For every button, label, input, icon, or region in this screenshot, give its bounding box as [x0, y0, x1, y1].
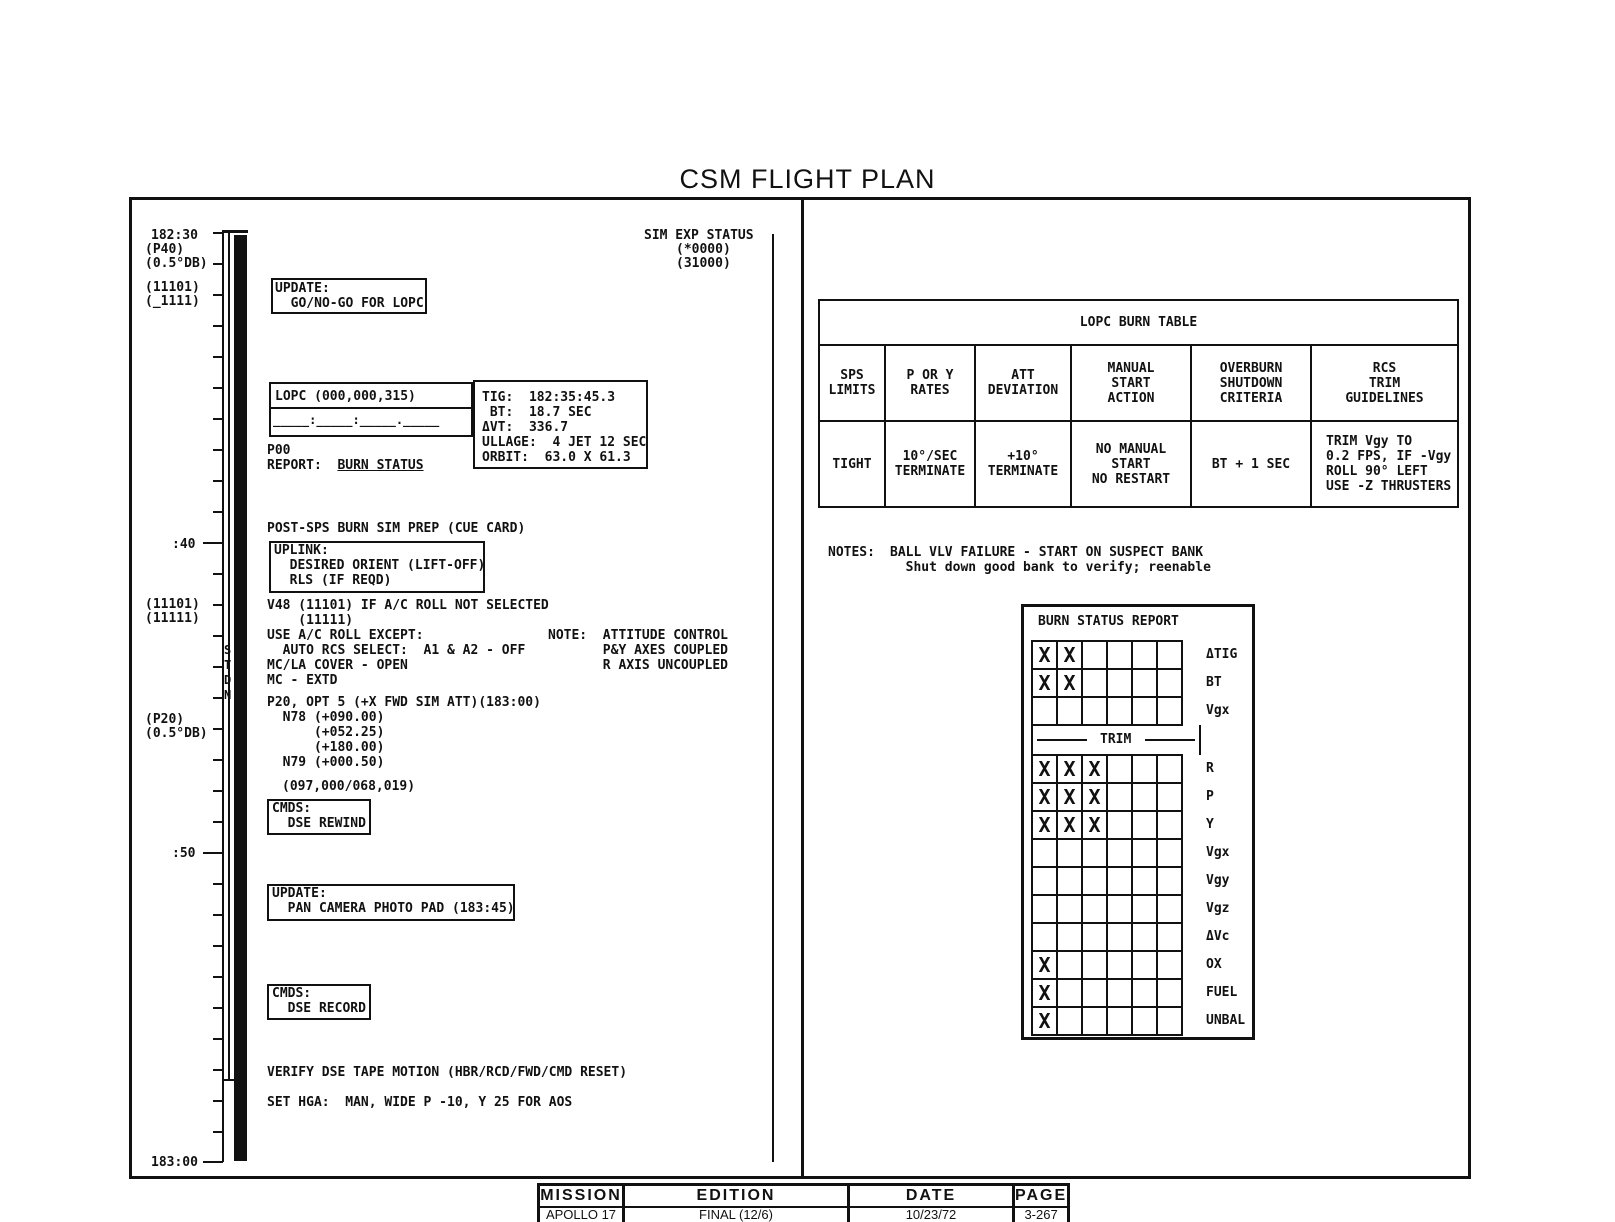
cmds-label: CMDS:: [272, 801, 312, 816]
cmds-label: CMDS:: [272, 986, 312, 1001]
trim-label: TRIM: [1100, 732, 1132, 747]
set-hga-line: SET HGA: MAN, WIDE P -10, Y 25 FOR AOS: [267, 1095, 573, 1110]
tick: [213, 232, 223, 234]
lopc-blank-field: _____:_____:_____._____: [273, 413, 440, 427]
p20-label: (P20): [145, 712, 185, 727]
burn-status-cell: [1132, 923, 1157, 951]
station-letter: D: [224, 673, 232, 687]
burn-status-cell: X: [1082, 783, 1107, 811]
switch-code: (11111): [145, 611, 200, 626]
burn-status-title: BURN STATUS REPORT: [1038, 614, 1179, 629]
trim-divider: [1031, 725, 1201, 755]
sim-exp-status-label: SIM EXP STATUS: [644, 228, 754, 243]
lopc-burn-table: [818, 299, 1459, 508]
report-value: BURN STATUS: [337, 458, 424, 473]
burn-status-cell: [1132, 895, 1157, 923]
time-182-30: 182:30: [151, 228, 198, 243]
p20-line: N79 (+000.50): [267, 755, 385, 770]
tick: [213, 1038, 223, 1040]
lopc-row-cell: TRIM Vgy TO 0.2 FPS, IF -Vgy ROLL 90° LEFT USE -Z THRUSTERS: [1311, 421, 1458, 507]
tick: [213, 356, 223, 358]
burn-status-cell: [1157, 669, 1182, 697]
tick: [213, 511, 223, 513]
v48-line: V48 (11101) IF A/C ROLL NOT SELECTED: [267, 598, 549, 613]
lopc-row-cell: NO MANUAL START NO RESTART: [1071, 421, 1191, 507]
burn-status-cell: [1082, 923, 1107, 951]
station-letter: T: [224, 658, 232, 672]
lopc-row-cell: TIGHT: [819, 421, 885, 507]
update-label: UPDATE:: [272, 886, 327, 901]
burn-status-row: [1032, 697, 1182, 725]
burn-status-row-label: R: [1206, 761, 1214, 776]
uplink-item: RLS (IF REQD): [274, 573, 392, 588]
v48-line: (11111): [267, 613, 354, 628]
burn-status-cell: [1082, 839, 1107, 867]
cmds-item: DSE RECORD: [272, 1001, 366, 1016]
sim-exp-bar: [772, 234, 774, 1162]
burn-status-row-label: OX: [1206, 957, 1222, 972]
burn-status-cell: [1082, 951, 1107, 979]
update-item: GO/NO-GO FOR LOPC: [275, 296, 424, 311]
p20-line: P20, OPT 5 (+X FWD SIM ATT)(183:00): [267, 695, 541, 710]
burn-status-row: [1032, 951, 1182, 979]
burn-status-cell: [1157, 951, 1182, 979]
burn-status-row-label: BT: [1206, 675, 1222, 690]
trim-rule-left: [1037, 739, 1087, 741]
footer-header-page: PAGE: [1014, 1185, 1069, 1208]
column-divider: [801, 197, 804, 1179]
lopc-header-cell: P OR Y RATES: [885, 345, 975, 421]
lopc-orbit: ORBIT: 63.0 X 61.3: [482, 450, 631, 465]
burn-status-row-label: Y: [1206, 817, 1214, 832]
tick: [213, 790, 223, 792]
footer-page: 3-267: [1014, 1207, 1069, 1222]
burn-status-row: [1032, 641, 1182, 669]
uplink-label: UPLINK:: [274, 543, 329, 558]
burn-status-cell: [1132, 755, 1157, 783]
tick: [213, 1007, 223, 1009]
update-label: UPDATE:: [275, 281, 330, 296]
burn-status-row-label: Vgz: [1206, 901, 1230, 916]
burn-status-cell: [1107, 783, 1132, 811]
burn-status-cell: [1132, 867, 1157, 895]
tick: [213, 480, 223, 482]
time-50: :50: [172, 846, 196, 861]
notes-line: Shut down good bank to verify; reenable: [890, 560, 1211, 575]
tick: [213, 449, 223, 451]
burn-status-row-label: UNBAL: [1206, 1013, 1246, 1028]
burn-status-cell: [1057, 951, 1082, 979]
attitude-note: P&Y AXES COUPLED: [548, 643, 729, 658]
switch-code: (11101): [145, 597, 200, 612]
burn-status-cell: [1057, 979, 1082, 1007]
burn-status-row: [1032, 1007, 1182, 1035]
lopc-row-cell: 10°/SEC TERMINATE: [885, 421, 975, 507]
tick: [213, 573, 223, 575]
attitude-triplet: (097,000/068,019): [282, 779, 416, 794]
switch-code: (11101): [145, 280, 200, 295]
p40-label: (P40): [145, 242, 185, 257]
rail-bottom-cap: [222, 1079, 234, 1081]
burn-status-cell: [1032, 867, 1057, 895]
burn-status-cell: [1057, 697, 1082, 725]
tick: [203, 1161, 223, 1163]
station-letter: N: [224, 688, 232, 702]
notes-label: NOTES:: [828, 545, 875, 560]
lopc-header-cell: OVERBURN SHUTDOWN CRITERIA: [1191, 345, 1311, 421]
time-183-00: 183:00: [151, 1155, 198, 1170]
burn-status-cell: [1057, 867, 1082, 895]
lopc-burn-table-title: LOPC BURN TABLE: [819, 300, 1458, 345]
burn-status-cell: [1107, 923, 1132, 951]
page-title: CSM FLIGHT PLAN: [679, 164, 936, 194]
burn-status-cell: [1157, 697, 1182, 725]
lopc-dvt: ΔVT: 336.7: [482, 420, 569, 435]
burn-status-cell: [1032, 697, 1057, 725]
burn-status-cell: [1157, 839, 1182, 867]
tick: [213, 418, 223, 420]
tick: [213, 387, 223, 389]
burn-status-cell: [1032, 839, 1057, 867]
tick: [213, 728, 223, 730]
burn-status-cell: X: [1082, 755, 1107, 783]
burn-status-cell: [1157, 867, 1182, 895]
burn-status-row: [1032, 923, 1182, 951]
burn-status-cell: [1057, 895, 1082, 923]
burn-status-cell: [1132, 697, 1157, 725]
tick: [213, 914, 223, 916]
burn-status-cell: X: [1032, 783, 1057, 811]
burn-status-cell: [1157, 641, 1182, 669]
tick: [213, 263, 223, 265]
verify-dse-line: VERIFY DSE TAPE MOTION (HBR/RCD/FWD/CMD RESET): [267, 1065, 628, 1080]
page-footer: [537, 1183, 1070, 1222]
lopc-ullage: ULLAGE: 4 JET 12 SEC: [482, 435, 647, 450]
tick: [213, 1131, 223, 1133]
burn-status-cell: [1107, 951, 1132, 979]
report-label: [267, 458, 424, 473]
burn-status-cell: [1132, 979, 1157, 1007]
v48-line: MC/LA COVER - OPEN: [267, 658, 408, 673]
footer-header-edition: EDITION: [624, 1185, 849, 1208]
burn-status-cell: X: [1057, 811, 1082, 839]
station-letter: S: [224, 643, 232, 657]
burn-status-row: [1032, 755, 1182, 783]
station-coverage-bar: [234, 235, 247, 1161]
footer-edition: FINAL (12/6): [624, 1207, 849, 1222]
burn-status-row: [1032, 979, 1182, 1007]
burn-status-cell: [1032, 895, 1057, 923]
deadband-label: (0.5°DB): [145, 256, 208, 271]
notes-line: BALL VLV FAILURE - START ON SUSPECT BANK: [890, 545, 1204, 560]
tick: [213, 325, 223, 327]
burn-status-row-label: Vgx: [1206, 703, 1230, 718]
footer-mission: APOLLO 17: [539, 1207, 624, 1222]
burn-status-cell: [1032, 923, 1057, 951]
burn-status-row-label: FUEL: [1206, 985, 1238, 1000]
tick: [213, 1069, 223, 1071]
burn-status-row: [1032, 811, 1182, 839]
post-sps-heading: POST-SPS BURN SIM PREP (CUE CARD): [267, 521, 526, 536]
burn-status-cell: [1132, 669, 1157, 697]
burn-status-cell: X: [1057, 783, 1082, 811]
burn-status-cell: X: [1057, 641, 1082, 669]
burn-status-row-label: Vgx: [1206, 845, 1230, 860]
timeline-top-cap: [222, 230, 248, 233]
burn-status-cell: [1107, 669, 1132, 697]
burn-status-cell: [1082, 1007, 1107, 1035]
burn-status-cell: [1057, 923, 1082, 951]
burn-status-cell: [1107, 641, 1132, 669]
burn-status-cell: [1157, 783, 1182, 811]
burn-status-row: [1032, 783, 1182, 811]
update-item: PAN CAMERA PHOTO PAD (183:45): [272, 901, 515, 916]
tick: [213, 883, 223, 885]
tick: [213, 821, 223, 823]
tick: [213, 945, 223, 947]
burn-status-cell: X: [1032, 669, 1057, 697]
v48-line: MC - EXTD: [267, 673, 338, 688]
burn-status-cell: [1107, 839, 1132, 867]
tick: [203, 542, 223, 544]
burn-status-cell: [1132, 951, 1157, 979]
burn-status-row: [1032, 895, 1182, 923]
tick: [213, 697, 223, 699]
footer-header-date: DATE: [849, 1185, 1014, 1208]
burn-status-cell: X: [1057, 669, 1082, 697]
burn-status-cell: [1157, 811, 1182, 839]
lopc-tig: TIG: 182:35:45.3: [482, 390, 616, 405]
burn-status-cell: [1107, 697, 1132, 725]
burn-status-cell: [1057, 839, 1082, 867]
tick: [213, 976, 223, 978]
burn-status-cell: [1107, 979, 1132, 1007]
trim-rule-right: [1145, 739, 1195, 741]
burn-status-grid-top: [1031, 640, 1183, 726]
v48-line: USE A/C ROLL EXCEPT:: [267, 628, 424, 643]
burn-status-row: [1032, 669, 1182, 697]
attitude-note: NOTE: ATTITUDE CONTROL: [548, 628, 729, 643]
tick: [213, 604, 223, 606]
burn-status-cell: X: [1032, 1007, 1057, 1035]
burn-status-row: [1032, 867, 1182, 895]
burn-status-cell: [1107, 867, 1132, 895]
burn-status-cell: [1082, 669, 1107, 697]
v48-line: AUTO RCS SELECT: A1 & A2 - OFF: [267, 643, 526, 658]
burn-status-row-label: P: [1206, 789, 1214, 804]
footer-header-mission: MISSION: [539, 1185, 624, 1208]
footer-date: 10/23/72: [849, 1207, 1014, 1222]
burn-status-cell: X: [1032, 979, 1057, 1007]
burn-status-cell: [1107, 895, 1132, 923]
burn-status-cell: X: [1032, 951, 1057, 979]
burn-status-cell: [1157, 979, 1182, 1007]
burn-status-cell: X: [1057, 755, 1082, 783]
tick: [213, 294, 223, 296]
burn-status-row-label: ΔVc: [1206, 929, 1230, 944]
lopc-header-cell: SPS LIMITS: [819, 345, 885, 421]
burn-status-cell: X: [1082, 811, 1107, 839]
sim-exp-value: (*0000): [676, 242, 731, 257]
burn-status-row: [1032, 839, 1182, 867]
sim-exp-value: (31000): [676, 256, 731, 271]
burn-status-cell: [1107, 1007, 1132, 1035]
lopc-header: LOPC (000,000,315): [275, 389, 416, 404]
burn-status-cell: [1082, 641, 1107, 669]
burn-status-grid-bottom: [1031, 754, 1183, 1036]
burn-status-cell: [1157, 895, 1182, 923]
p20-line: (+052.25): [267, 725, 385, 740]
burn-status-row-label: Vgy: [1206, 873, 1230, 888]
burn-status-cell: [1157, 923, 1182, 951]
burn-status-cell: [1082, 895, 1107, 923]
burn-status-cell: [1132, 641, 1157, 669]
p20-line: (+180.00): [267, 740, 385, 755]
burn-status-cell: [1082, 697, 1107, 725]
report-prefix: REPORT:: [267, 458, 338, 473]
lopc-bt: BT: 18.7 SEC: [482, 405, 592, 420]
burn-status-cell: [1107, 811, 1132, 839]
time-40: :40: [172, 537, 196, 552]
lopc-row-cell: +10° TERMINATE: [975, 421, 1071, 507]
lopc-header-rule: [269, 407, 473, 409]
tick: [213, 635, 223, 637]
burn-status-cell: [1132, 839, 1157, 867]
lopc-header-cell: ATT DEVIATION: [975, 345, 1071, 421]
burn-status-cell: [1132, 783, 1157, 811]
uplink-item: DESIRED ORIENT (LIFT-OFF): [274, 558, 486, 573]
burn-status-cell: [1057, 1007, 1082, 1035]
cmds-item: DSE REWIND: [272, 816, 366, 831]
tick: [203, 852, 223, 854]
p20-line: N78 (+090.00): [267, 710, 385, 725]
burn-status-cell: [1132, 1007, 1157, 1035]
attitude-note: R AXIS UNCOUPLED: [548, 658, 729, 673]
burn-status-cell: [1157, 755, 1182, 783]
lopc-header-cell: RCS TRIM GUIDELINES: [1311, 345, 1458, 421]
burn-status-cell: [1107, 755, 1132, 783]
burn-status-cell: X: [1032, 811, 1057, 839]
burn-status-row-label: ΔTIG: [1206, 647, 1238, 662]
burn-status-cell: [1157, 1007, 1182, 1035]
burn-status-cell: X: [1032, 641, 1057, 669]
tick: [213, 666, 223, 668]
tick: [213, 1100, 223, 1102]
lopc-header-cell: MANUAL START ACTION: [1071, 345, 1191, 421]
burn-status-cell: X: [1032, 755, 1057, 783]
tick: [213, 759, 223, 761]
switch-code: (_1111): [145, 294, 200, 309]
burn-status-cell: [1132, 811, 1157, 839]
burn-status-cell: [1082, 867, 1107, 895]
p00-label: P00: [267, 443, 291, 458]
lopc-row-cell: BT + 1 SEC: [1191, 421, 1311, 507]
burn-status-cell: [1082, 979, 1107, 1007]
deadband-label: (0.5°DB): [145, 726, 208, 741]
